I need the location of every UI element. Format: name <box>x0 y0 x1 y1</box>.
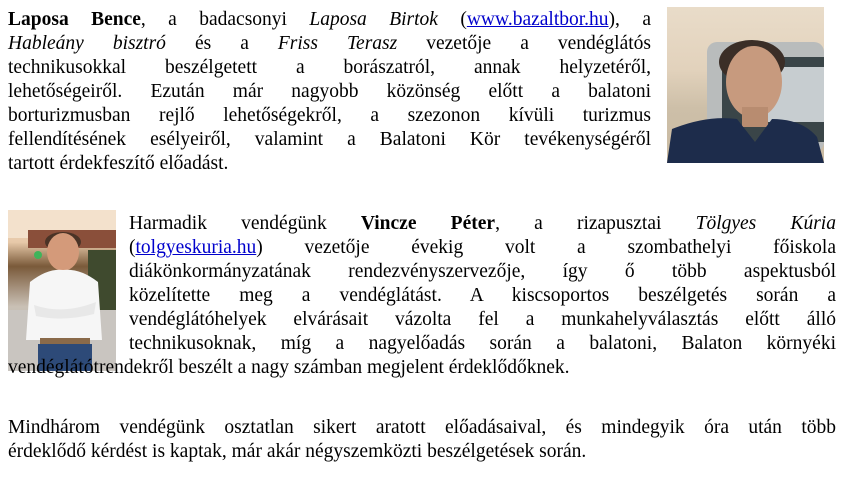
paragraph-2-line-3: diákönkormányzatának rendezvényszervezője, így ő több aspektusból <box>129 261 836 282</box>
paragraph-3-line-1: Mindhárom vendégünk osztatlan sikert aratott előadásaival, és mindegyik óra után több <box>8 417 836 438</box>
terrace-name: Friss Terasz <box>277 33 398 54</box>
paragraph-2-line-6: technikusoknak, míg a nagyelőadás során a balatoni, Balaton környéki <box>129 333 836 354</box>
paragraph-1-line-3: technikusokkal beszélgetett a borászatról, annak helyzetéről, <box>8 57 651 78</box>
paragraph-1-line-7: tartott érdekfeszítő előadást. <box>8 153 229 174</box>
paragraph-2-line-5: vendéglátóhelyek elvárásait vázolta fel a munkahelyválasztás előtt álló <box>129 309 836 330</box>
estate-name: Tölgyes Kúria <box>695 213 836 234</box>
portrait-man-icon <box>667 7 824 163</box>
tolgyeskuria-link[interactable]: tolgyeskuria.hu <box>135 237 257 258</box>
paragraph-2-line-7: vendéglátótrendekről beszélt a nagy számban megjelent érdeklődőknek. <box>8 357 570 378</box>
paragraph-2-line-4: közelítette meg a vendéglátást. A kiscsoportos beszélgetés során a <box>129 285 836 306</box>
laposa-bence-photo <box>667 7 824 163</box>
winery-name: Laposa Birtok <box>309 9 438 30</box>
paragraph-3-line-2: érdeklődő kérdést is kaptak, már akár négyszemközti beszélgetések során. <box>8 441 587 462</box>
bistro-name: Hableány bisztró <box>8 33 166 54</box>
person-name-vincze-peter: Vincze Péter <box>360 213 496 234</box>
paragraph-2-line-2: (tolgyeskuria.hu) vezetője évekig volt a szombathelyi főiskola <box>129 237 836 258</box>
paragraph-1-line-1: Laposa Bence, a badacsonyi Laposa Birtok (www.bazaltbor.hu), a <box>8 9 651 30</box>
vincze-peter-photo <box>8 210 116 371</box>
paragraph-1-line-5: borturizmusban rejlő lehetőségekről, a szezonon kívüli turizmus <box>8 105 651 126</box>
paragraph-1-line-4: lehetőségeiről. Ezután már nagyobb közönség előtt a balatoni <box>8 81 651 102</box>
paragraph-1-line-6: fellendítésének esélyeiről, valamint a Balatoni Kör tevékenységéről <box>8 129 651 150</box>
bazaltbor-link[interactable]: www.bazaltbor.hu <box>466 9 609 30</box>
paragraph-1-line-2: Hableány bisztró és a Friss Terasz vezetője a vendéglátós <box>8 33 652 54</box>
person-name-laposa-bence: Laposa Bence <box>8 9 141 30</box>
portrait-man-icon <box>8 210 116 371</box>
paragraph-2-line-1: Harmadik vendégünk Vincze Péter, a rizapusztai Tölgyes Kúria <box>129 213 836 234</box>
